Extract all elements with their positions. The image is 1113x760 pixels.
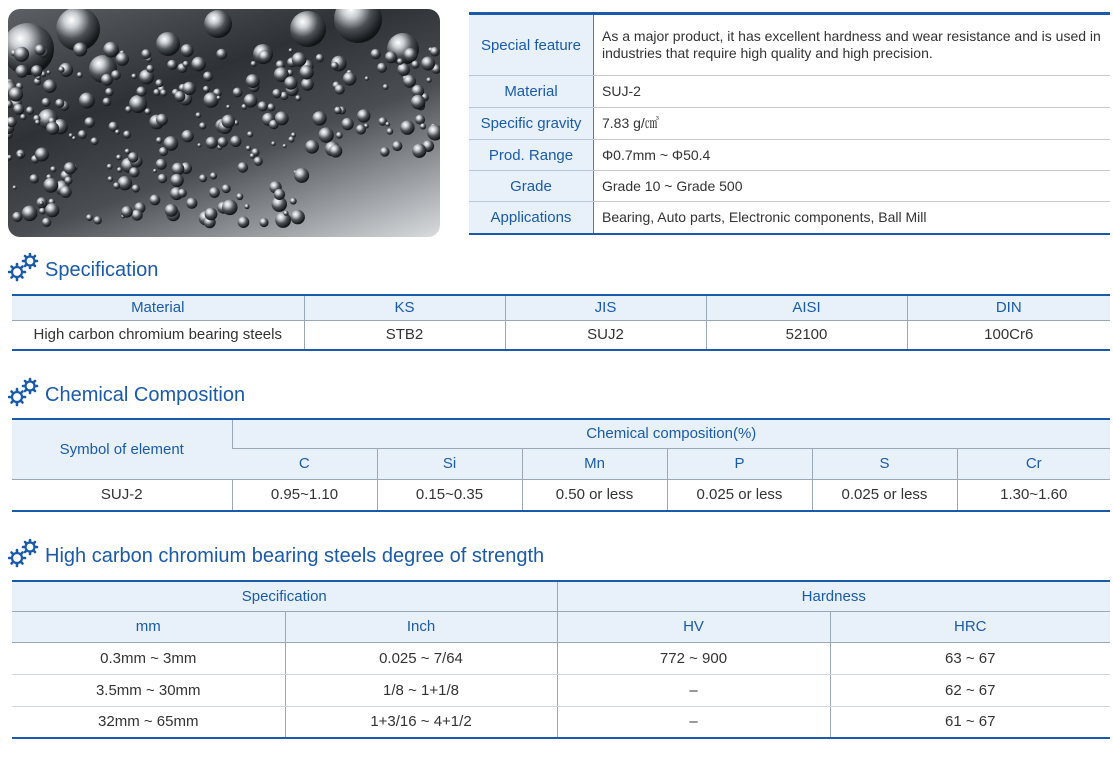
steel-ball <box>316 54 324 62</box>
steel-ball <box>12 212 22 222</box>
steel-ball <box>181 130 193 142</box>
table-cell: 1.30~1.60 <box>957 479 1110 511</box>
steel-ball <box>191 57 206 72</box>
steel-ball <box>205 208 218 221</box>
steel-ball <box>334 107 342 115</box>
steel-ball <box>371 49 381 59</box>
specification-group-header: Specification <box>12 581 557 611</box>
steel-ball <box>15 65 28 78</box>
table-cell: 0.025 ~ 7/64 <box>285 642 557 674</box>
specification-table <box>12 294 1110 351</box>
steel-ball <box>222 115 236 129</box>
gears-icon <box>8 377 42 407</box>
feature-row <box>469 14 1110 76</box>
steel-ball <box>43 178 58 193</box>
steel-ball <box>217 137 227 147</box>
steel-ball <box>72 136 76 140</box>
steel-ball <box>26 107 34 115</box>
steel-ball <box>86 214 93 221</box>
table-row <box>12 642 1110 674</box>
table-cell: 62 ~ 67 <box>830 674 1110 706</box>
steel-ball <box>290 11 326 47</box>
feature-table <box>469 12 1110 235</box>
feature-value: 7.83 g/㎤ <box>594 108 1111 140</box>
steel-ball <box>156 137 163 144</box>
composition-group-header: Chemical composition(%) <box>232 419 1110 448</box>
table-cell: 1/8 ~ 1+1/8 <box>285 674 557 706</box>
element-header: S <box>812 448 957 479</box>
steel-ball <box>79 93 95 109</box>
steel-ball <box>292 52 307 67</box>
steel-ball <box>35 148 49 162</box>
table-row <box>12 479 1110 511</box>
strength-table <box>12 580 1110 739</box>
steel-ball <box>164 136 179 151</box>
steel-ball <box>236 193 243 200</box>
steel-ball <box>251 61 257 67</box>
steel-ball <box>132 185 140 193</box>
steel-ball <box>60 186 72 198</box>
steel-ball <box>291 210 305 224</box>
steel-ball <box>156 159 167 170</box>
steel-ball <box>50 166 56 172</box>
table-cell: 61 ~ 67 <box>830 706 1110 738</box>
steel-ball <box>420 123 426 129</box>
steel-ball <box>58 67 64 73</box>
steel-ball <box>331 62 339 70</box>
steel-ball <box>247 131 253 137</box>
steel-ball <box>259 218 268 227</box>
steel-ball <box>356 124 366 134</box>
steel-ball <box>426 77 431 82</box>
steel-ball <box>427 125 440 141</box>
feature-value: Bearing, Auto parts, Electronic components, Ball Mill <box>602 208 927 225</box>
steel-ball <box>45 203 59 217</box>
specification-title: Specification <box>45 259 159 281</box>
steel-ball <box>411 95 426 110</box>
steel-ball <box>430 47 440 57</box>
steel-ball <box>170 174 183 187</box>
steel-ball <box>244 204 249 209</box>
steel-ball <box>246 146 251 151</box>
steel-ball <box>334 9 382 43</box>
table-cell: 772 ~ 900 <box>557 642 830 674</box>
steel-ball <box>183 61 190 68</box>
table-cell: 0.025 or less <box>667 479 812 511</box>
steel-ball <box>13 185 17 189</box>
steel-ball <box>397 58 404 65</box>
steel-ball <box>290 198 297 205</box>
steel-ball <box>103 42 119 58</box>
steel-ball <box>288 136 294 142</box>
steel-ball <box>203 86 210 93</box>
steel-ball <box>116 155 122 161</box>
steel-ball <box>30 174 39 183</box>
steel-ball <box>115 129 120 134</box>
steel-ball <box>258 101 268 111</box>
table-cell: STB2 <box>304 320 505 350</box>
steel-ball <box>289 48 293 52</box>
steel-ball <box>258 50 271 63</box>
steel-ball <box>365 76 369 80</box>
steel-ball <box>254 157 263 166</box>
steel-ball <box>400 121 414 135</box>
feature-label: Applications <box>469 202 594 234</box>
element-header: Mn <box>522 448 667 479</box>
steel-ball <box>156 114 168 126</box>
strength-title: High carbon chromium bearing steels degree of strength <box>45 545 545 567</box>
steel-ball <box>31 65 43 77</box>
table-cell: 52100 <box>706 320 907 350</box>
table-row <box>12 320 1110 350</box>
steel-ball <box>125 149 131 155</box>
table-cell: 3.5mm ~ 30mm <box>12 674 285 706</box>
chemical-heading <box>8 377 245 407</box>
steel-ball <box>209 187 220 198</box>
table-cell: 0.3mm ~ 3mm <box>12 642 285 674</box>
steel-ball <box>329 144 342 157</box>
steel-ball <box>387 128 394 135</box>
header-cell: Inch <box>285 611 557 642</box>
steel-ball <box>230 136 241 147</box>
steel-ball <box>403 75 416 88</box>
feature-value: As a major product, it has excellent hardness and wear resistance and is used in industries that require high quality and high precision. <box>594 14 1111 76</box>
steel-ball <box>222 184 231 193</box>
table-cell: 0.50 or less <box>522 479 667 511</box>
steel-balls-illustration <box>8 9 440 237</box>
steel-ball <box>125 106 132 113</box>
steel-ball <box>178 189 187 198</box>
feature-label: Special feature <box>469 14 594 76</box>
steel-ball <box>377 63 387 73</box>
steel-ball <box>392 141 402 151</box>
feature-row <box>469 140 1110 171</box>
steel-ball <box>20 114 26 120</box>
steel-ball <box>284 76 297 89</box>
table-cell: – <box>557 706 830 738</box>
steel-ball <box>111 70 121 80</box>
steel-ball <box>295 95 301 101</box>
steel-ball <box>131 74 137 80</box>
table-cell: 0.025 or less <box>812 479 957 511</box>
steel-ball <box>128 152 139 163</box>
steel-ball <box>275 111 289 125</box>
steel-ball <box>412 144 426 158</box>
steel-ball <box>203 72 213 82</box>
steel-ball <box>181 44 194 57</box>
steel-ball <box>46 122 59 135</box>
table-cell: 0.15~0.35 <box>377 479 522 511</box>
feature-value: SUJ-2 <box>594 76 1111 108</box>
table-cell: 1+3/16 ~ 4+1/2 <box>285 706 557 738</box>
steel-ball <box>172 163 185 176</box>
steel-ball <box>197 143 201 147</box>
steel-ball <box>121 206 133 218</box>
table-header-row <box>12 581 1110 611</box>
steel-ball <box>78 130 87 139</box>
header-cell: HRC <box>830 611 1110 642</box>
steel-ball <box>8 23 54 75</box>
steel-ball <box>113 182 120 189</box>
steel-ball <box>385 122 390 127</box>
steel-ball <box>9 87 23 101</box>
gears-icon <box>8 252 42 282</box>
steel-ball <box>283 144 287 148</box>
steel-ball <box>91 137 99 145</box>
table-cell: 63 ~ 67 <box>830 642 1110 674</box>
header-cell: HV <box>557 611 830 642</box>
steel-ball <box>107 164 113 170</box>
steel-ball <box>108 176 114 182</box>
steel-ball <box>275 212 291 228</box>
element-header: P <box>667 448 812 479</box>
element-header: Si <box>377 448 522 479</box>
steel-ball <box>196 112 202 118</box>
steel-ball <box>246 74 260 88</box>
steel-ball <box>35 44 46 55</box>
steel-ball <box>300 65 314 79</box>
steel-ball <box>136 86 146 96</box>
steel-ball <box>267 103 275 111</box>
gears-icon <box>8 538 42 568</box>
table-cell: 100Cr6 <box>907 320 1110 350</box>
steel-ball <box>271 141 276 146</box>
steel-ball <box>250 153 255 158</box>
steel-ball <box>141 49 151 59</box>
steel-ball <box>103 98 112 107</box>
steel-ball <box>64 177 72 185</box>
header-cell: KS <box>304 295 505 320</box>
table-row <box>12 674 1110 706</box>
header-cell: AISI <box>706 295 907 320</box>
feature-row <box>469 108 1110 140</box>
feature-row <box>469 171 1110 202</box>
steel-ball <box>238 162 249 173</box>
steel-ball <box>39 208 46 215</box>
chemical-table <box>12 418 1110 512</box>
feature-label: Specific gravity <box>469 108 594 140</box>
steel-ball <box>105 88 113 96</box>
steel-ball <box>174 91 185 102</box>
steel-ball <box>17 153 23 159</box>
steel-ball <box>22 206 38 222</box>
steel-ball <box>8 155 12 160</box>
steel-ball <box>226 105 230 109</box>
steel-ball <box>301 78 314 91</box>
steel-ball <box>233 88 243 98</box>
steel-ball <box>204 10 232 38</box>
steel-ball <box>55 99 64 108</box>
specification-heading <box>8 252 158 282</box>
steel-ball <box>274 189 285 200</box>
steel-ball <box>132 210 143 221</box>
steel-ball <box>153 89 160 96</box>
element-header: C <box>232 448 377 479</box>
steel-ball <box>165 204 178 217</box>
steel-ball <box>336 132 343 139</box>
steel-ball <box>415 115 425 125</box>
header-cell: JIS <box>505 295 706 320</box>
steel-ball <box>39 201 44 206</box>
table-cell: 0.95~1.10 <box>232 479 377 511</box>
feature-label: Prod. Range <box>469 140 594 171</box>
steel-ball <box>397 63 410 76</box>
steel-ball <box>146 65 154 73</box>
steel-ball <box>47 70 51 74</box>
feature-value: Grade 10 ~ Grade 500 <box>594 171 1111 202</box>
steel-ball <box>318 127 333 142</box>
steel-ball <box>158 174 168 184</box>
steel-ball <box>77 72 83 78</box>
steel-ball <box>35 120 40 125</box>
steel-ball <box>216 49 227 60</box>
steel-ball <box>84 117 95 128</box>
steel-ball <box>156 32 180 56</box>
header-cell: DIN <box>907 295 1110 320</box>
steel-ball <box>199 174 207 182</box>
steel-ball <box>312 111 326 125</box>
chemical-title: Chemical Composition <box>45 384 246 406</box>
steel-ball <box>155 79 163 87</box>
steel-ball <box>73 43 87 57</box>
steel-ball <box>411 61 419 69</box>
steel-ball <box>14 47 29 62</box>
steel-balls-photo <box>8 9 440 237</box>
steel-ball <box>43 79 57 93</box>
steel-ball <box>404 48 418 62</box>
steel-ball <box>94 216 102 224</box>
steel-ball <box>123 131 131 139</box>
feature-row <box>469 76 1110 108</box>
symbol-header: Symbol of element <box>12 419 232 479</box>
steel-ball <box>421 57 435 71</box>
steel-ball <box>42 218 51 227</box>
steel-ball <box>183 82 196 95</box>
steel-ball <box>186 198 197 209</box>
steel-ball <box>216 96 221 101</box>
steel-ball <box>294 168 309 183</box>
steel-ball <box>222 200 238 216</box>
hardness-group-header: Hardness <box>557 581 1110 611</box>
steel-ball <box>272 89 281 98</box>
steel-ball <box>145 108 152 115</box>
feature-row <box>469 202 1110 234</box>
steel-ball <box>8 117 17 128</box>
steel-ball <box>13 104 24 115</box>
feature-label: Material <box>469 76 594 108</box>
steel-ball <box>385 51 397 63</box>
steel-ball <box>343 72 357 86</box>
steel-ball <box>42 98 51 107</box>
steel-ball <box>244 94 258 108</box>
steel-ball <box>150 195 161 206</box>
table-header-row <box>12 295 1110 320</box>
steel-ball <box>357 109 370 122</box>
table-header-row <box>12 611 1110 642</box>
steel-ball <box>117 167 122 172</box>
steel-ball <box>118 176 132 190</box>
steel-ball <box>167 60 177 70</box>
steel-ball <box>203 92 218 107</box>
header-cell: mm <box>12 611 285 642</box>
header-cell: Material <box>12 295 304 320</box>
table-cell: 32mm ~ 65mm <box>98 713 199 731</box>
steel-ball <box>160 89 167 96</box>
table-cell: SUJ2 <box>505 320 706 350</box>
table-cell: SUJ-2 <box>100 486 143 504</box>
steel-ball <box>210 172 217 179</box>
steel-ball <box>64 162 76 174</box>
element-header: Cr <box>957 448 1110 479</box>
feature-label: Grade <box>469 171 594 202</box>
steel-ball <box>383 84 389 90</box>
steel-ball <box>153 169 157 173</box>
table-header-row <box>12 419 1110 448</box>
strength-heading <box>8 538 544 568</box>
feature-value: Φ0.7mm ~ Φ50.4 <box>594 140 1111 171</box>
steel-ball <box>305 140 319 154</box>
steel-ball <box>380 147 390 157</box>
table-row <box>12 706 1110 738</box>
steel-ball <box>238 216 250 228</box>
steel-ball <box>206 137 218 149</box>
steel-ball <box>341 118 353 130</box>
steel-ball <box>335 84 345 94</box>
steel-ball <box>129 167 139 177</box>
table-cell: High carbon chromium bearing steels <box>33 326 282 344</box>
steel-ball <box>284 211 289 216</box>
table-cell: – <box>557 674 830 706</box>
steel-ball <box>199 122 206 129</box>
steel-ball <box>116 52 129 65</box>
